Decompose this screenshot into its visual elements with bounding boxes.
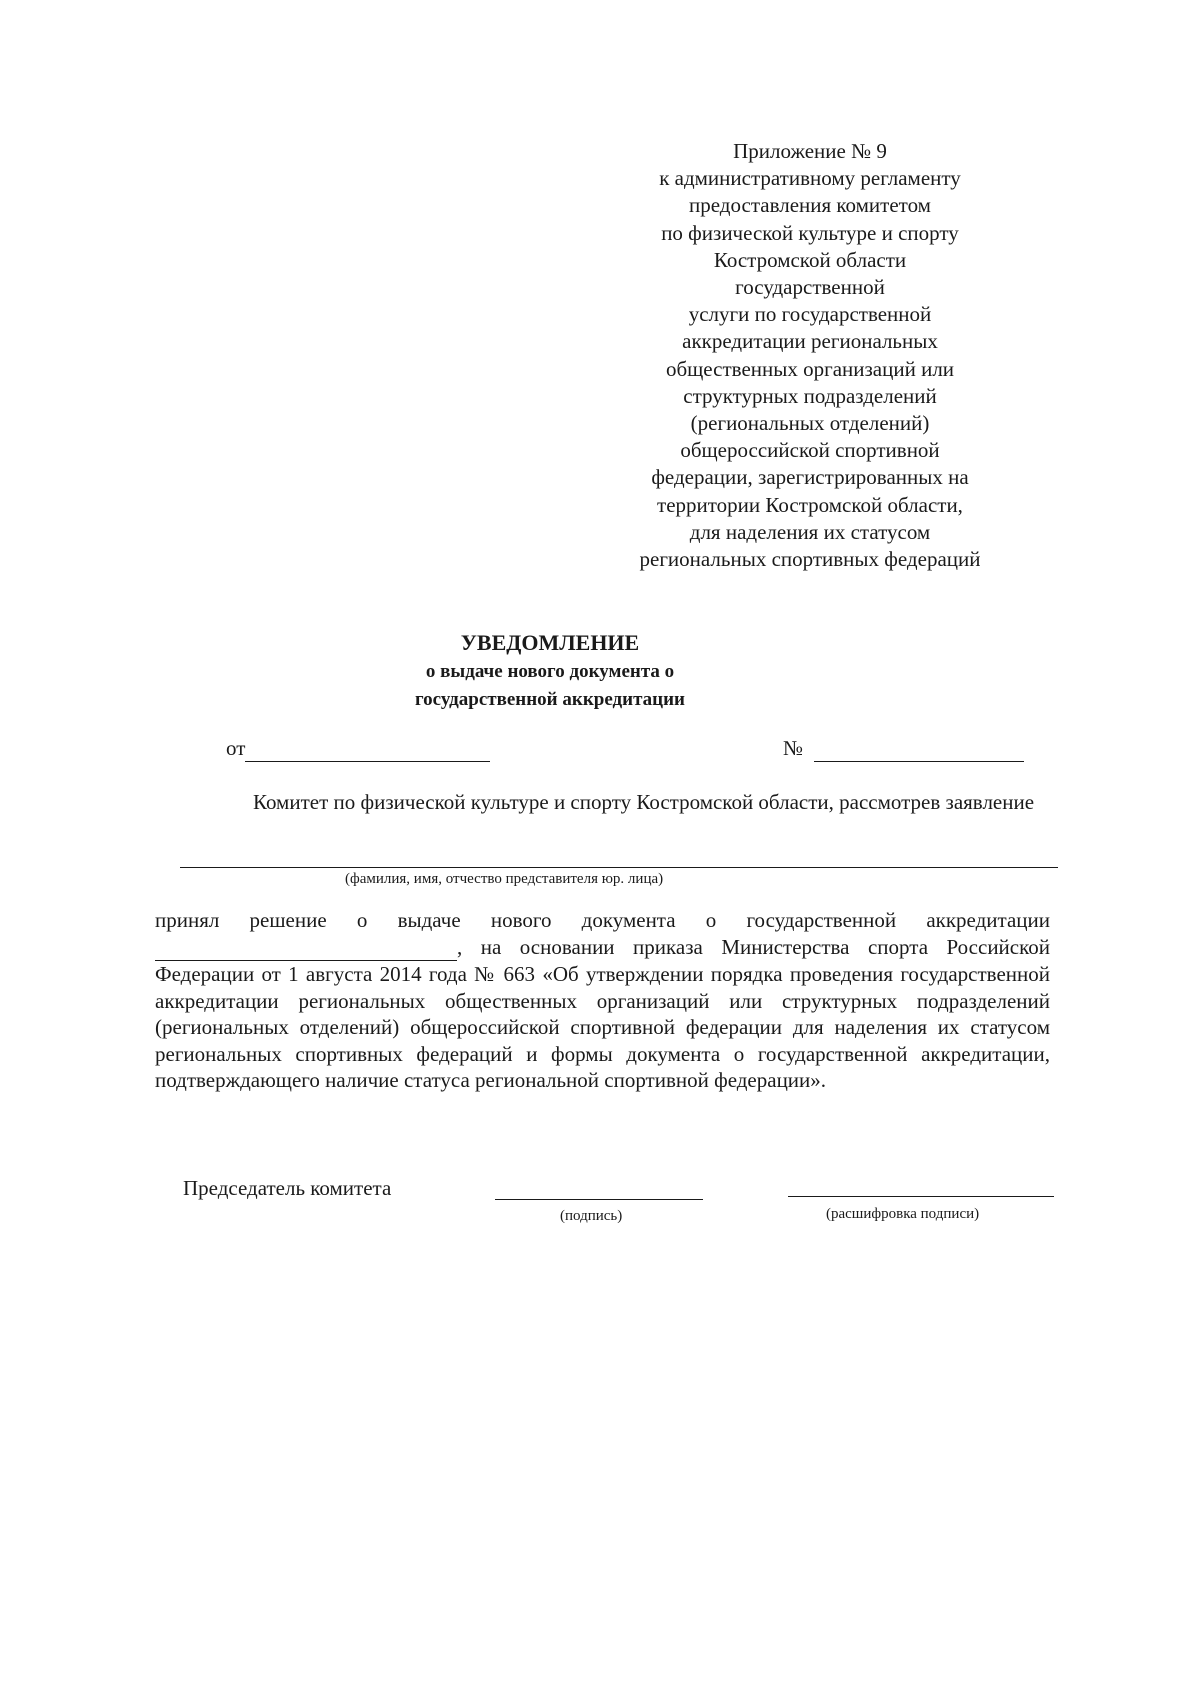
document-title (330, 628, 770, 714)
number-blank-line (814, 736, 1024, 762)
title-main: УВЕДОМЛЕНИЕ (460, 630, 640, 655)
date-blank-line (245, 736, 490, 762)
signature-blank-line (495, 1199, 703, 1200)
applicant-caption: (фамилия, имя, отчество представителя юр. лица) (345, 871, 664, 887)
chairman-label: Председатель комитета (183, 1176, 392, 1200)
annex-header (610, 138, 1010, 573)
annex-line: аккредитации региональных (682, 329, 938, 354)
date-label: от (226, 736, 246, 760)
signature-decode-blank-line (788, 1196, 1054, 1197)
annex-line: предоставления комитетом (689, 193, 931, 218)
decision-paragraph (155, 907, 1050, 1094)
number-label: № (783, 736, 804, 760)
annex-line: услуги по государственной (688, 302, 932, 327)
annex-line: Костромской области (713, 247, 907, 272)
annex-line: федерации, зарегистрированных на (651, 465, 969, 490)
annex-line: по физической культуре и спорту (661, 220, 959, 245)
date-field (226, 736, 490, 762)
annex-line: (региональных отделений) (690, 411, 930, 436)
number-field (783, 736, 1024, 762)
annex-line: общественных организаций или (665, 356, 955, 381)
signature-decode-caption: (расшифровка подписи) (826, 1206, 980, 1222)
title-sub: государственной аккредитации (415, 689, 685, 710)
annex-line: общероссийской спортивной (680, 438, 940, 463)
annex-line: структурных подразделений (683, 383, 937, 408)
annex-line: региональных спортивных федераций (639, 547, 981, 572)
annex-line: к административному регламенту (659, 166, 961, 191)
title-sub: о выдаче нового документа о (425, 661, 675, 682)
annex-line: для наделения их статусом (689, 519, 931, 544)
annex-line: государственной (735, 275, 885, 300)
applicant-blank-line (180, 867, 1058, 868)
annex-line: Приложение № 9 (733, 139, 887, 163)
annex-line: территории Костромской области, (657, 492, 963, 517)
decision-start: принял решение о выдаче нового документа о государственной аккредитации (155, 908, 1050, 932)
intro-paragraph: Комитет по физической культуре и спорту Костромской области, рассмотрев заявление (253, 790, 1035, 814)
signature-caption: (подпись) (560, 1208, 623, 1224)
decision-rest: , на основании приказа Министерства спорта Российской Федерации от 1 августа 2014 года № 663 «Об утверждении порядка проведения государственной аккредитации региональных общественных организаций или структурных подразделений (региональных отделений) общероссийской спортивной федерации для наделения их статусом региональных спортивных федераций и формы документа о государственной аккредитации, подтверждающего наличие статуса региональной спортивной федерации». (155, 934, 1050, 1092)
document-number-blank-line (155, 934, 457, 962)
